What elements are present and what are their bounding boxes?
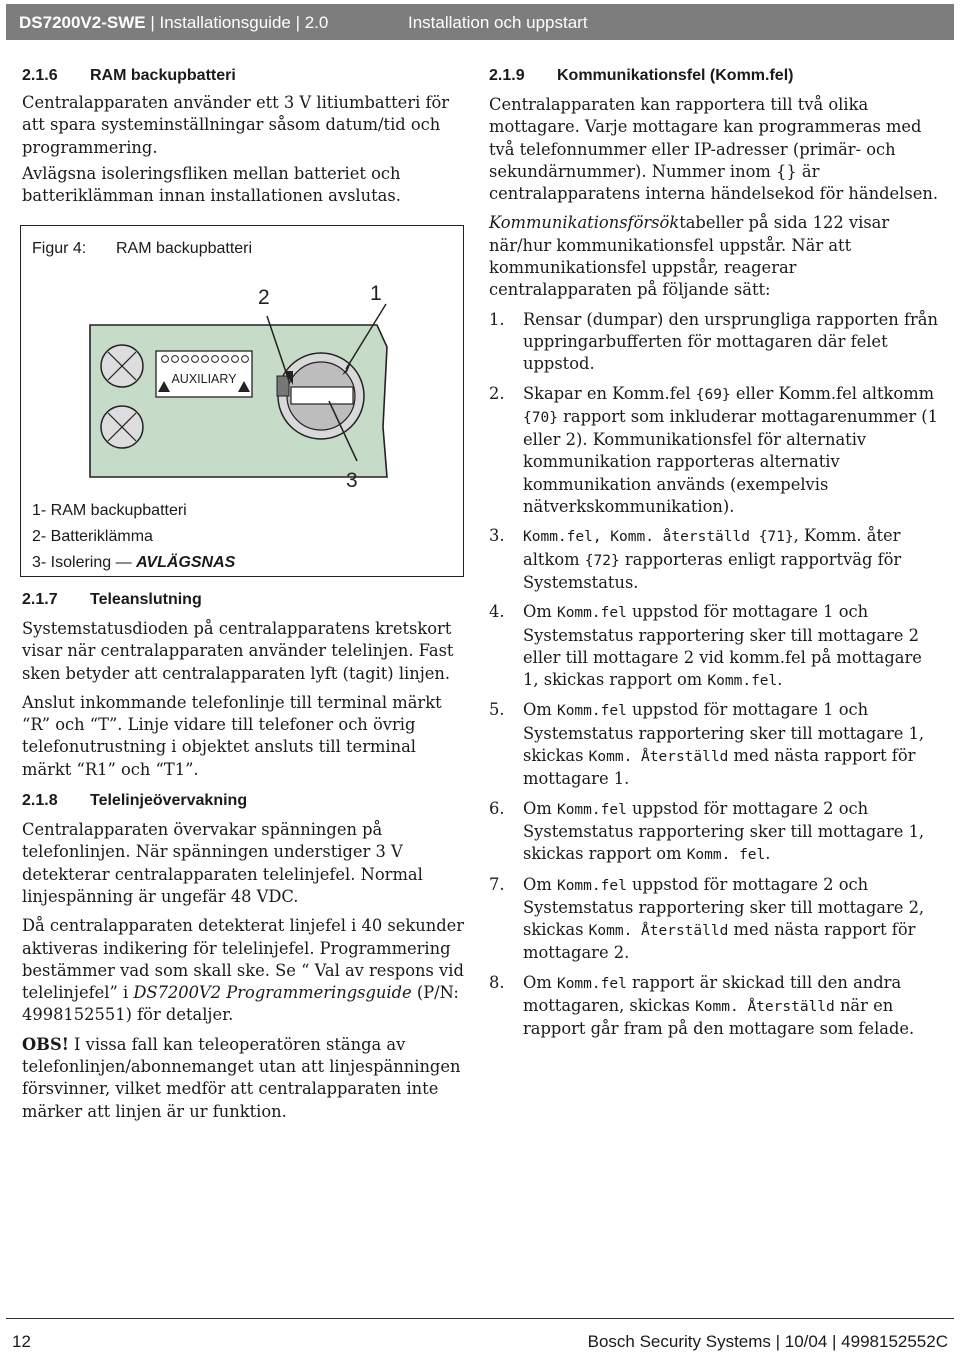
list-item: 1. Rensar (dumpar) den ursprungliga rapporten från uppringarbufferten för mottagaren där felet uppstod. [489, 309, 938, 374]
right-column [489, 66, 939, 1041]
paragraph: Systemstatusdioden på centralapparatens kretskort visar när centralapparaten använder telelinjen. Fast sken betyder att centralapparaten lyft (tagit) linjen. [22, 619, 454, 683]
paragraph: Centralapparaten använder ett 3 V litiumbatteri för att spara systeminställningar såsom datum/tid och programmering. [22, 93, 450, 157]
header-section: Installation och uppstart [408, 13, 588, 32]
list-item: 6. Om Komm.fel uppstod för mottagare 2 och Systemstatus rapportering sker till mottagare 1, skickas rapport om Komm. fel. [489, 798, 925, 864]
legend-3: 3- Isolering — AVLÄGSNAS [32, 554, 236, 571]
screw-hole-bottom [101, 406, 143, 448]
page-number: 12 [12, 1332, 31, 1351]
aux-label: AUXILIARY [171, 372, 237, 386]
list-item: 7. Om Komm.fel uppstod för mottagare 2 och Systemstatus rapportering sker till mottagare 2, skickas Komm. Återställd med nästa rapport för mottagare 2. [489, 874, 925, 963]
callout-2: 2 [258, 286, 270, 309]
list-item: 8. Om Komm.fel rapport är skickad till den andra mottagaren, skickas Komm. Återställd när en rapport går fram på den mottagare som felade. [489, 972, 915, 1039]
paragraph: Avlägsna isoleringsfliken mellan batteriet och batteriklämman innan installationen avslutas. [22, 163, 401, 206]
reaction-list [489, 309, 939, 1041]
heading-2-1-8: 2.1.8 Telelinjeövervakning [22, 792, 248, 810]
figure-4 [20, 225, 464, 577]
paragraph: Kommunikationsförsöktabeller på sida 122 visar när/hur kommunikationsfel uppstår. När att kommunikationsfel uppstår, reagerar centralapparaten på följande sätt: [489, 213, 890, 300]
heading-2-1-6: 2.1.6 RAM backupbatteri [22, 67, 236, 84]
heading-2-1-7: 2.1.7 Teleanslutning [22, 591, 202, 608]
page-header [6, 4, 954, 40]
screw-hole-top [101, 345, 143, 387]
heading-2-1-9: 2.1.9 Kommunikationsfel (Komm.fel) [489, 67, 794, 84]
legend-2: 2- Batteriklämma [32, 528, 153, 545]
note-paragraph: OBS! I vissa fall kan teleoperatören stänga av telefonlinjen/abonnemanget utan att linjespänningen försvinner, vilket medför att centralapparaten inte märker att linjen är ur funktion. [22, 1034, 461, 1121]
left-column-top [22, 66, 467, 207]
left-column-bottom [22, 590, 467, 1123]
page-footer [6, 1318, 954, 1351]
paragraph: Anslut inkommande telefonlinje till terminal märkt “R” och “T”. Linje vidare till telefoner och övrig telefonutrustning i objektet ansluts till terminal märkt “R1” och “T1”. [22, 692, 442, 779]
callout-1: 1 [370, 282, 382, 305]
footer-company: Bosch Security Systems | 10/04 | 4998152552C [587, 1332, 948, 1351]
callout-3: 3 [346, 469, 358, 492]
list-item: 3. Komm.fel, Komm. återställd {71}, Komm. åter altkom {72} rapporteras enligt rapportväg för Systemstatus. [489, 526, 902, 592]
doc-code: DS7200V2-SWE [19, 13, 146, 32]
paragraph: Centralapparaten övervakar spänningen på telefonlinjen. När spänningen understiger 3 V detekterar centralapparaten telelinjefel. Normal linjespänning är ungefär 48 VDC. [22, 820, 423, 906]
battery-diagram [21, 271, 463, 541]
header-left [19, 13, 328, 33]
list-item: 2. Skapar en Komm.fel {69} eller Komm.fel altkomm {70} rapport som inkluderar mottagarenummer (1 eller 2). Kommunikationsfel för alternativ kommunikation rapporteras alternativ kommunikation används (exempelvis nätverkskommunikation). [489, 383, 938, 517]
legend-1: 1- RAM backupbatteri [32, 502, 187, 519]
list-item: 5. Om Komm.fel uppstod för mottagare 1 och Systemstatus rapportering sker till mottagare 1, skickas Komm. Återställd med nästa rapport för mottagare 1. [489, 700, 925, 789]
paragraph: Centralapparaten kan rapportera till två olika mottagare. Varje mottagare kan programmeras med två telefonnummer eller IP-adresser (primär- och sekundärnummer). Nummer inom {} är centralapparatens interna händelsekod för händelsen. [489, 95, 939, 204]
guide-title: | Installationsguide | 2.0 [145, 13, 329, 32]
list-item: 4. Om Komm.fel uppstod för mottagare 1 och Systemstatus rapportering sker till mottagare 2 eller till mottagare 2 vid komm.fel på mottagare 1, skickas rapport om Komm.fel. [489, 602, 922, 690]
paragraph: Då centralapparaten detekterat linjefel i 40 sekunder aktiveras indikering för telelinjefel. Programmering bestämmer vad som skall ske. Se “ Val av respons vid telelinjefel” i DS7200V2 Programmeringsguide (P/N: 4998152551) för detaljer. [22, 916, 465, 1025]
battery [277, 353, 364, 439]
figure-title: Figur 4: RAM backupbatteri [32, 240, 253, 257]
